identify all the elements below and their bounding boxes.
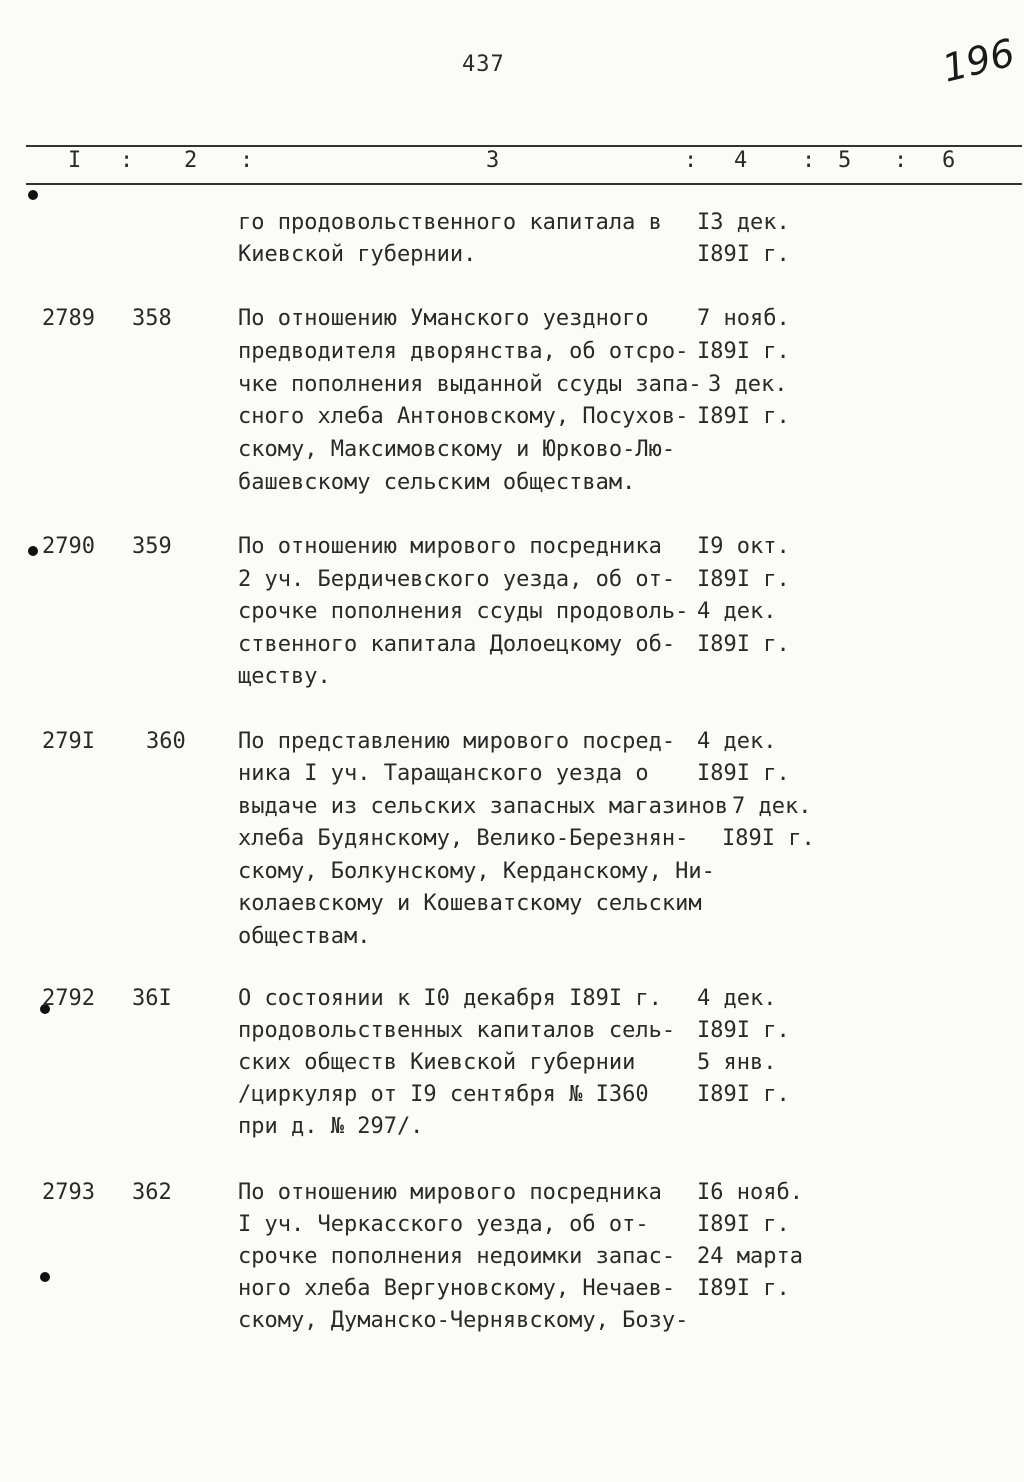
date-line: 5 янв.: [697, 1050, 777, 1075]
description-line: сного хлеба Антоновскому, Посухов-: [238, 404, 689, 429]
header-rule-bottom: [26, 183, 1022, 185]
column-header-2: 2: [184, 148, 198, 173]
date-line: I89I г.: [697, 1082, 790, 1107]
description-line: ских обществ Киевской губернии: [238, 1050, 636, 1075]
record-number: 2793: [42, 1180, 95, 1205]
description-line: ществу.: [238, 664, 331, 689]
date-line: I3 дек.: [697, 210, 790, 235]
description-line: го продовольственного капитала в: [238, 210, 662, 235]
description-line: срочке пополнения недоимки запас-: [238, 1244, 676, 1269]
handwritten-folio-number: 196: [938, 30, 1020, 91]
date-line: 7 дек.: [732, 794, 812, 819]
description-line: /циркуляр от I9 сентября № I360: [238, 1082, 649, 1107]
date-line: I6 нояб.: [697, 1180, 803, 1205]
date-line: I89I г.: [697, 1212, 790, 1237]
description-line: По представлению мирового посред-: [238, 729, 676, 754]
description-line: 2 уч. Бердичевского уезда, об от-: [238, 567, 676, 592]
column-header-4: 4: [734, 148, 748, 173]
date-line: 3 дек.: [708, 372, 788, 397]
record-sub-number: 359: [132, 534, 172, 559]
date-line: 24 марта: [697, 1244, 803, 1269]
date-line: I89I г.: [697, 404, 790, 429]
punch-mark: [28, 190, 38, 200]
record-sub-number: 362: [132, 1180, 172, 1205]
record-sub-number: 360: [146, 729, 186, 754]
description-line: срочке пополнения ссуды продоволь-: [238, 599, 689, 624]
description-line: выдаче из сельских запасных магазинов: [238, 794, 729, 819]
punch-mark: [28, 546, 38, 556]
date-line: 4 дек.: [697, 599, 777, 624]
description-line: ника I уч. Таращанского уезда о: [238, 761, 649, 786]
date-line: I89I г.: [697, 1018, 790, 1043]
column-header-1: I: [68, 148, 82, 173]
date-line: 4 дек.: [697, 986, 777, 1011]
page-number: 437: [462, 52, 505, 77]
header-rule-top: [26, 145, 1022, 147]
column-header-5: 5: [838, 148, 852, 173]
column-separator: :: [684, 148, 698, 173]
record-number: 2790: [42, 534, 95, 559]
punch-mark: [40, 1272, 50, 1282]
description-line: ственного капитала Долоецкому об-: [238, 632, 676, 657]
record-number: 2792: [42, 986, 95, 1011]
description-line: скому, Максимовскому и Юрково-Лю-: [238, 437, 676, 462]
description-line: ного хлеба Вергуновскому, Нечаев-: [238, 1276, 676, 1301]
date-line: I89I г.: [722, 826, 815, 851]
date-line: I89I г.: [697, 1276, 790, 1301]
column-separator: :: [894, 148, 908, 173]
description-line: колаевскому и Кошеватскому сельским: [238, 891, 702, 916]
date-line: 7 нояб.: [697, 306, 790, 331]
description-line: хлеба Будянскому, Велико-Березнян-: [238, 826, 689, 851]
description-line: О состоянии к I0 декабря I89I г.: [238, 986, 662, 1011]
column-header-3: 3: [486, 148, 500, 173]
date-line: I89I г.: [697, 242, 790, 267]
description-line: обществам.: [238, 924, 371, 949]
date-line: I89I г.: [697, 761, 790, 786]
description-line: продовольственных капиталов сель-: [238, 1018, 676, 1043]
record-sub-number: 358: [132, 306, 172, 331]
description-line: скому, Думанско-Чернявскому, Бозу-: [238, 1308, 689, 1333]
description-line: По отношению мирового посредника: [238, 534, 662, 559]
date-line: 4 дек.: [697, 729, 777, 754]
description-line: По отношению мирового посредника: [238, 1180, 662, 1205]
record-number: 279I: [42, 729, 95, 754]
record-number: 2789: [42, 306, 95, 331]
column-separator: :: [802, 148, 816, 173]
record-sub-number: 36I: [132, 986, 172, 1011]
description-line: скому, Болкунскому, Керданскому, Ни-: [238, 859, 715, 884]
description-line: По отношению Уманского уездного: [238, 306, 649, 331]
date-line: I89I г.: [697, 632, 790, 657]
date-line: I9 окт.: [697, 534, 790, 559]
description-line: башевскому сельским обществам.: [238, 470, 636, 495]
description-line: предводителя дворянства, об отсро-: [238, 339, 689, 364]
date-line: I89I г.: [697, 339, 790, 364]
column-header-6: 6: [942, 148, 956, 173]
column-separator: :: [240, 148, 254, 173]
description-line: Киевской губернии.: [238, 242, 477, 267]
description-line: I уч. Черкасского уезда, об от-: [238, 1212, 649, 1237]
date-line: I89I г.: [697, 567, 790, 592]
column-separator: :: [120, 148, 134, 173]
description-line: при д. № 297/.: [238, 1114, 424, 1139]
description-line: чке пополнения выданной ссуды запа-: [238, 372, 702, 397]
